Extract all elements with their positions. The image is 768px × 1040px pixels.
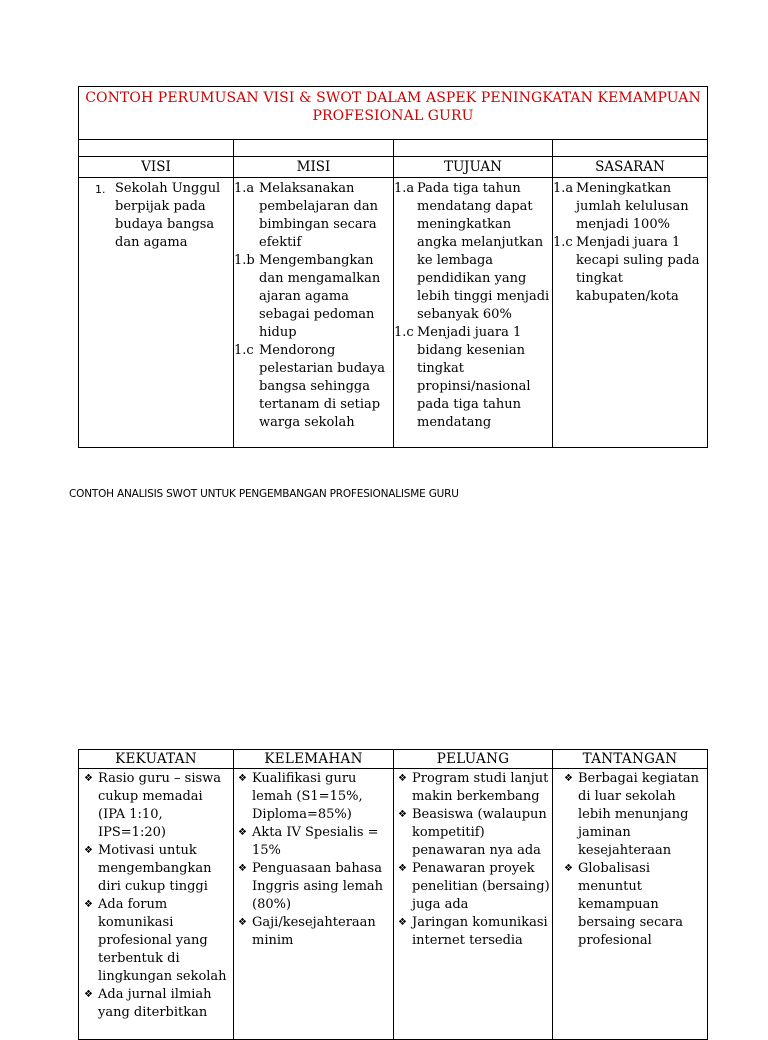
- item-text: Berbagai kegiatan di luar sekolah lebih menunjang jaminan kesejahteraan: [578, 771, 700, 858]
- list-item: [81, 896, 232, 986]
- list-item: [561, 770, 707, 860]
- diamond-bullet-icon: ❖: [84, 899, 93, 910]
- swot-caption: CONTOH ANALISIS SWOT UNTUK PENGEMBANGAN PROFESIONALISME GURU: [69, 488, 459, 500]
- item-text: Rasio guru – siswa cukup memadai (IPA 1:10, IPS=1:20): [98, 771, 222, 840]
- header-sasaran: SASARAN: [595, 159, 665, 175]
- list-item: [235, 770, 392, 824]
- list-item: [395, 860, 552, 914]
- diamond-bullet-icon: ❖: [84, 773, 93, 784]
- list-item: [235, 860, 392, 914]
- item-text: Melaksanakan pembelajaran dan bimbingan secara efektif: [259, 181, 378, 250]
- list-item: [81, 842, 232, 896]
- item-text: Program studi lanjut makin berkembang: [412, 771, 549, 804]
- table-title-cell: [78, 86, 708, 139]
- header-row: [78, 749, 708, 768]
- diamond-bullet-icon: ❖: [398, 809, 407, 820]
- peluang-list: [395, 770, 552, 950]
- list-item: [395, 770, 552, 806]
- item-text: Menjadi juara 1 kecapi suling pada tingkat kabupaten/kota: [576, 235, 700, 304]
- tujuan-cell: [394, 180, 551, 432]
- item-text: Akta IV Spesialis = 15%: [252, 825, 379, 858]
- diamond-bullet-icon: ❖: [238, 863, 247, 874]
- diamond-bullet-icon: ❖: [398, 917, 407, 928]
- item-number: 1.c: [394, 325, 414, 340]
- list-item: [394, 324, 551, 432]
- header-tantangan: TANTANGAN: [582, 751, 678, 767]
- diamond-bullet-icon: ❖: [238, 827, 247, 838]
- item-text: Pada tiga tahun mendatang dapat meningkatkan angka melanjutkan ke lembaga pendidikan yang lebih tinggi menjadi sebanyak 60%: [417, 181, 550, 322]
- item-text: Globalisasi menuntut kemampuan bersaing secara profesional: [578, 861, 683, 948]
- diamond-bullet-icon: ❖: [238, 917, 247, 928]
- body-row: [78, 768, 708, 1040]
- list-item: [234, 252, 391, 342]
- tantangan-list: [561, 770, 707, 950]
- header-tujuan: TUJUAN: [444, 159, 502, 175]
- empty-row: [78, 139, 708, 156]
- list-item: [553, 234, 705, 306]
- diamond-bullet-icon: ❖: [398, 863, 407, 874]
- list-item: [234, 342, 391, 432]
- header-misi: MISI: [296, 159, 331, 175]
- item-number: 1.c: [553, 235, 573, 250]
- item-text: Sekolah Unggul berpijak pada budaya bangsa dan agama: [115, 181, 221, 250]
- item-text: Ada jurnal ilmiah yang diterbitkan: [98, 987, 212, 1020]
- header-row: [78, 156, 708, 177]
- list-item: [235, 914, 392, 950]
- item-text: Penawaran proyek penelitian (bersaing) juga ada: [412, 861, 550, 912]
- body-row: [78, 177, 708, 448]
- item-number: 1.: [95, 183, 106, 196]
- diamond-bullet-icon: ❖: [84, 845, 93, 856]
- misi-cell: [234, 180, 391, 432]
- item-text: Kualifikasi guru lemah (S1=15%, Diploma=85%): [252, 771, 363, 822]
- item-text: Penguasaan bahasa Inggris asing lemah (80%): [252, 861, 384, 912]
- item-number: 1.a: [394, 181, 415, 196]
- diamond-bullet-icon: ❖: [564, 863, 573, 874]
- list-item: [235, 824, 392, 860]
- kekuatan-list: [81, 770, 232, 1022]
- item-text: Jaringan komunikasi internet tersedia: [412, 915, 548, 948]
- list-item: [95, 180, 229, 252]
- table-title: CONTOH PERUMUSAN VISI & SWOT DALAM ASPEK PENINGKATAN KEMAMPUAN PROFESIONAL GURU: [85, 90, 701, 124]
- item-text: Meningkatkan jumlah kelulusan menjadi 100%: [576, 181, 689, 232]
- item-number: 1.a: [234, 181, 255, 196]
- item-number: 1.b: [234, 253, 255, 268]
- header-kelemahan: KELEMAHAN: [264, 751, 363, 767]
- item-text: Beasiswa (walaupun kompetitif) penawaran nya ada: [412, 807, 547, 858]
- header-peluang: PELUANG: [436, 751, 510, 767]
- list-item: [81, 986, 232, 1022]
- visi-cell: [95, 180, 229, 252]
- diamond-bullet-icon: ❖: [564, 773, 573, 784]
- item-text: Menjadi juara 1 bidang kesenian tingkat propinsi/nasional pada tiga tahun mendatang: [417, 325, 531, 430]
- item-number: 1.a: [553, 181, 574, 196]
- list-item: [234, 180, 391, 252]
- swot-table: [78, 749, 708, 1029]
- item-text: Mengembangkan dan mengamalkan ajaran agama sebagai pedoman hidup: [259, 253, 381, 340]
- diamond-bullet-icon: ❖: [398, 773, 407, 784]
- list-item: [394, 180, 551, 324]
- diamond-bullet-icon: ❖: [238, 773, 247, 784]
- item-text: Gaji/kesejahteraan minim: [252, 915, 376, 948]
- header-visi: VISI: [141, 159, 171, 175]
- list-item: [395, 914, 552, 950]
- list-item: [395, 806, 552, 860]
- list-item: [553, 180, 705, 234]
- header-kekuatan: KEKUATAN: [115, 751, 197, 767]
- kelemahan-list: [235, 770, 392, 950]
- list-item: [81, 770, 232, 842]
- item-text: Mendorong pelestarian budaya bangsa sehingga tertanam di setiap warga sekolah: [259, 343, 386, 430]
- sasaran-cell: [553, 180, 705, 306]
- diamond-bullet-icon: ❖: [84, 989, 93, 1000]
- item-text: Ada forum komunikasi profesional yang terbentuk di lingkungan sekolah: [98, 897, 227, 984]
- list-item: [561, 860, 707, 950]
- item-text: Motivasi untuk mengembangkan diri cukup tinggi: [98, 843, 212, 894]
- visi-misi-table: [78, 86, 708, 447]
- item-number: 1.c: [234, 343, 254, 358]
